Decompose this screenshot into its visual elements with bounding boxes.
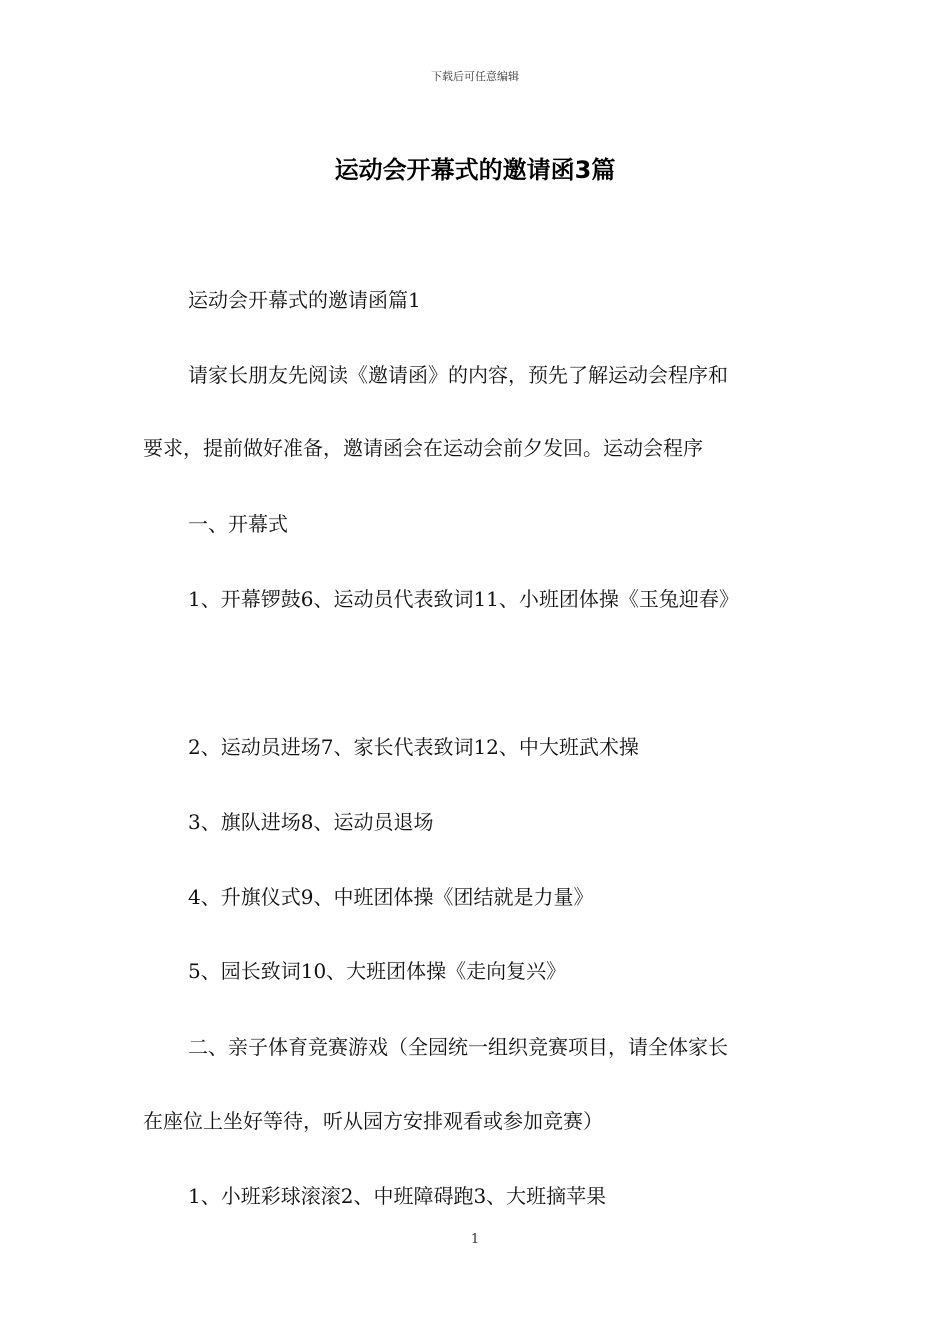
page-number: 1 <box>470 1232 480 1247</box>
paragraph-line: 请家长朋友先阅读《邀请函》的内容，预先了解运动会程序和 <box>188 363 728 387</box>
list-item: 2、运动员进场7、家长代表致词12、中大班武术操 <box>188 735 639 759</box>
list-item: 4、升旗仪式9、中班团体操《团结就是力量》 <box>188 885 594 909</box>
list-item: 1、开幕锣鼓6、运动员代表致词11、小班团体操《玉兔迎春》 <box>188 587 739 611</box>
list-item: 3、旗队进场8、运动员退场 <box>188 810 434 834</box>
header-note: 下载后可任意编辑 <box>431 70 519 83</box>
paragraph-line: 二、亲子体育竞赛游戏（全园统一组织竞赛项目，请全体家长 <box>188 1035 728 1059</box>
paragraph-line: 要求，提前做好准备，邀请函会在运动会前夕发回。运动会程序 <box>143 436 703 460</box>
paragraph-line: 在座位上坐好等待，听从园方安排观看或参加竞赛） <box>143 1109 603 1133</box>
list-item: 1、小班彩球滚滚2、中班障碍跑3、大班摘苹果 <box>188 1184 607 1208</box>
list-heading: 一、开幕式 <box>188 512 288 536</box>
document-title: 运动会开幕式的邀请函3篇 <box>334 156 616 184</box>
section-heading: 运动会开幕式的邀请函篇1 <box>188 288 421 312</box>
list-item: 5、园长致词10、大班团体操《走向复兴》 <box>188 959 567 983</box>
